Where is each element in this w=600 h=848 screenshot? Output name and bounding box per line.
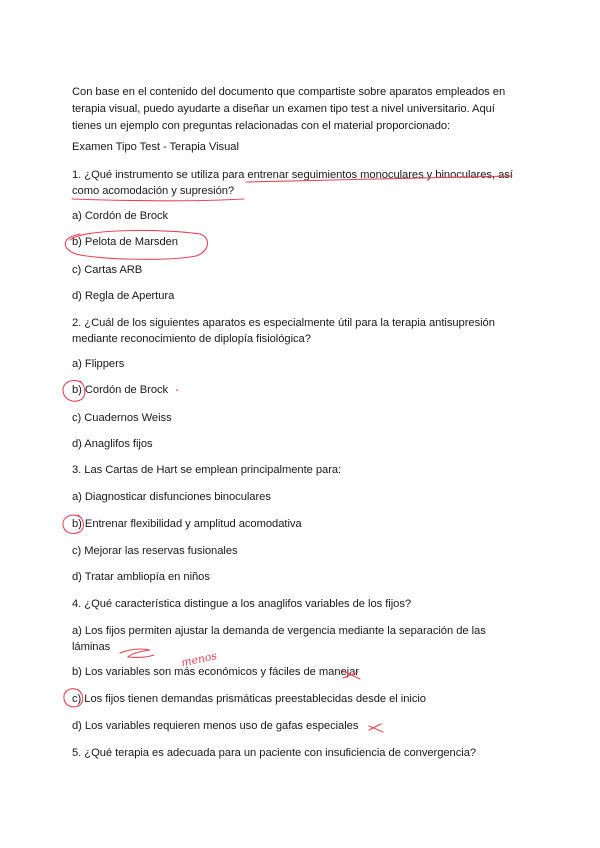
question-2-line-2: mediante reconocimiento de diplopía fisiológica? (72, 333, 311, 345)
intro-line-1: Con base en el contenido del documento que compartiste sobre aparatos empleados en (72, 86, 506, 98)
q4-d-cross (369, 724, 383, 732)
q4-option-c: c) Los fijos tienen demandas prismáticas preestablecidas desde el inicio (72, 693, 426, 705)
question-2-line-1: 2. ¿Cuál de los siguientes aparatos es especialmente útil para la terapia antisupresión (72, 317, 495, 329)
question-1-line-1: 1. ¿Qué instrumento se utiliza para entrenar seguimientos monoculares y binoculares, así (72, 169, 513, 181)
q2-dot (176, 389, 178, 391)
q3-option-b: b) Entrenar flexibilidad y amplitud acomodativa (72, 518, 302, 530)
question-3-line-1: 3. Las Cartas de Hart se emplean principalmente para: (72, 464, 342, 476)
q4-option-a: a) Los fijos permiten ajustar la demanda de vergencia mediante la separación de las (72, 625, 486, 637)
q3-option-d: d) Tratar ambliopía en niños (72, 571, 210, 583)
q4-option-b: b) Los variables son más económicos y fáciles de manejar (72, 666, 359, 678)
q4-a-scribble (120, 649, 154, 657)
question-4-line-1: 4. ¿Qué característica distingue a los anaglifos variables de los fijos? (72, 598, 412, 610)
q1-option-b: b) Pelota de Marsden (72, 236, 178, 248)
intro-line-3: tienes un ejemplo con preguntas relacionadas con el material proporcionado: (72, 120, 451, 132)
q1-option-a: a) Cordón de Brock (72, 210, 169, 222)
q2-option-d: d) Anaglifos fijos (72, 438, 153, 450)
intro-line-2: terapia visual, puedo ayudarte a diseñar un examen tipo test a nivel universitario. Aquí (72, 103, 495, 115)
q2-option-b: b) Cordón de Brock (72, 384, 169, 396)
q4-option-d: d) Los variables requieren menos uso de gafas especiales (72, 720, 359, 732)
exam-title: Examen Tipo Test - Terapia Visual (72, 141, 239, 153)
q1-option-c: c) Cartas ARB (72, 264, 143, 276)
q3-option-c: c) Mejorar las reservas fusionales (72, 545, 238, 557)
question-5-line-1: 5. ¿Qué terapia es adecuada para un paciente con insuficiencia de convergencia? (72, 747, 477, 759)
q1-option-d: d) Regla de Apertura (72, 290, 175, 302)
question-1-line-2: como acomodación y supresión? (72, 185, 235, 197)
q2-option-c: c) Cuadernos Weiss (72, 412, 172, 424)
q3-option-a: a) Diagnosticar disfunciones binoculares (72, 491, 271, 503)
q4-option-a-cont: láminas (72, 641, 111, 653)
q2-option-a: a) Flippers (72, 358, 125, 370)
handwritten-note: menos (179, 649, 219, 670)
